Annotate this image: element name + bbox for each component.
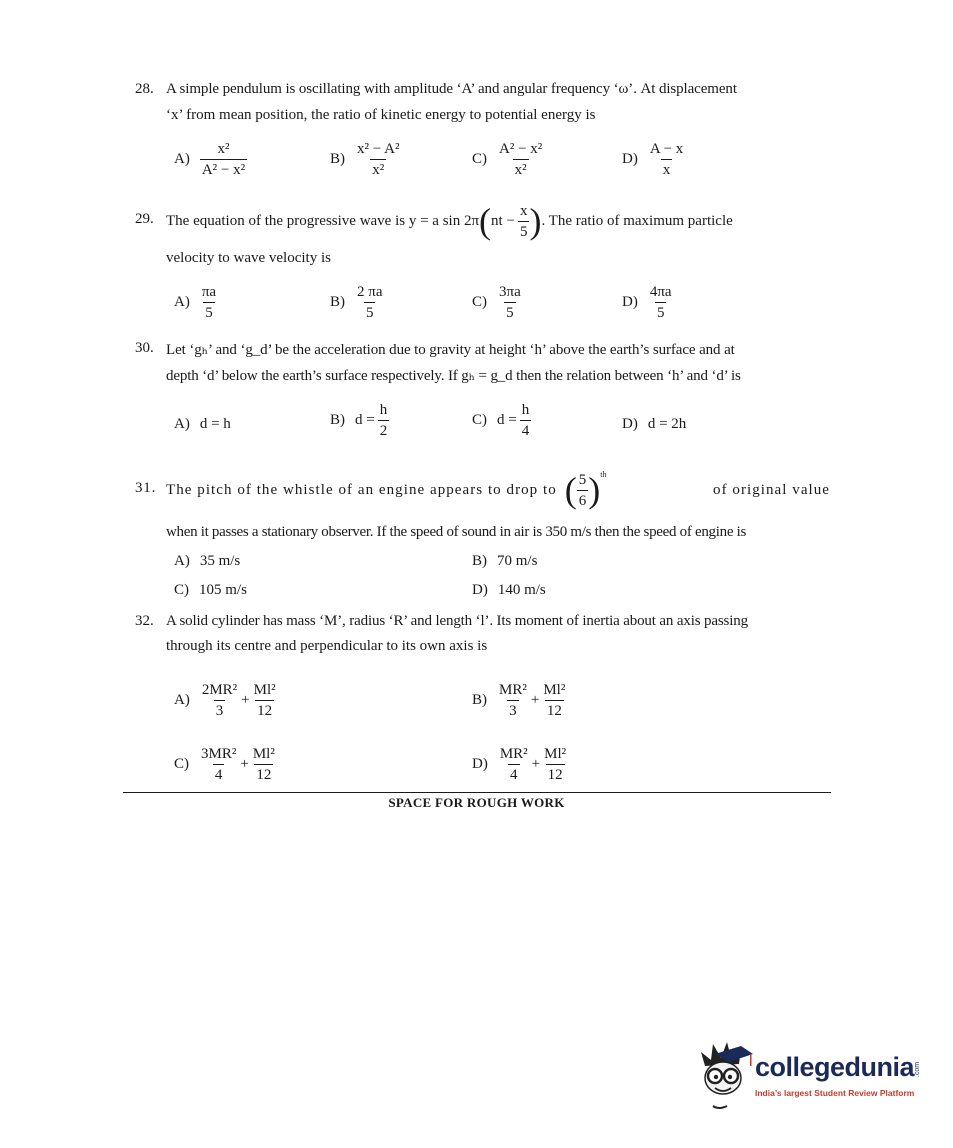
question-text-line2: velocity to wave velocity is [166,250,331,266]
fraction: $\frac{A - x}{x}$ [649,141,684,178]
option-d[interactable]: D) $\frac{A - x}{x}$ [622,141,684,178]
option-b[interactable]: B) $\frac{2 \pi a}{5}$ [330,284,383,321]
brand-name: collegedunia [755,1052,915,1082]
question-number: 31. [135,480,157,496]
superscript-th: th [600,470,607,479]
question-text-line1: A simple pendulum is oscillating with amplitude ‘A’ and angular frequency ‘ω’. At displacement [166,81,737,97]
mascot-icon [695,1040,755,1112]
divider [123,792,831,793]
fraction: $\frac{4\pi a}{5}$ [649,284,672,321]
fraction: $\frac{\text{Ml²}}{12}$ [253,682,276,719]
fraction: $\frac{\text{x² − A²}}{\text{x²}}$ [357,141,400,178]
fraction: $\frac{\pi a}{5}$ [201,284,217,321]
question-text-line2: through its centre and perpendicular to its own axis is [166,638,488,654]
fraction: $\frac{h}{2}$ [379,402,388,439]
fraction: $\frac{h}{4}$ [521,402,530,439]
option-b[interactable]: B) d = $\frac{h}{2}$ [330,402,388,439]
fraction: $\frac{2 \pi a}{5}$ [357,284,383,321]
question-text-line1: The equation of the progressive wave is y = a sin 2π ( nt − $\frac{x}{5}$ ) . The ratio of maximum particle [166,201,733,241]
plus-sign: + [241,692,250,708]
option-c[interactable]: C) 105 m/s [174,582,247,598]
paren-open: ( [479,201,492,241]
question-text-line1: The pitch of the whistle of an engine appears to drop to ( $\frac{5}{6}$ ) th of original value [166,470,830,510]
fraction: $\frac{\text{Ml²}}{12}$ [543,682,566,719]
question-number: 32. [135,613,154,629]
fraction: $\frac{\text{A² − x²}}{\text{x²}}$ [499,141,543,178]
brand-tagline: India’s largest Student Review Platform [755,1088,915,1098]
plus-sign: + [530,692,540,708]
question-text-line2: when it passes a stationary observer. If the speed of sound in air is 350 m/s then the speed of engine is [166,524,747,540]
rough-work-label: SPACE FOR ROUGH WORK [388,795,565,810]
option-a[interactable]: A) d = h [174,416,231,432]
question-number: 30. [135,340,154,356]
option-a[interactable]: A) $\frac{\text{x²}}{\text{A² − x²}}$ [174,141,246,178]
plus-sign: + [240,756,249,772]
fraction: $\frac{\text{3MR²}}{4}$ [201,746,237,783]
option-c[interactable]: C) $\frac{\text{3MR²}}{4}$ + $\frac{\text{Ml²}}{12}$ [174,746,275,783]
option-a[interactable]: A) $\frac{\text{2MR²}}{3}$ + $\frac{\text{Ml²}}{12}$ [174,682,276,719]
option-c[interactable]: C) d = $\frac{h}{4}$ [472,402,530,439]
option-d[interactable]: D) 140 m/s [472,582,546,598]
question-number: 29. [135,211,154,227]
option-d[interactable]: D) $\frac{\text{MR²}}{4}$ + $\frac{\text{Ml²}}{12}$ [472,746,567,783]
fraction: $\frac{\text{MR²}}{4}$ [499,746,528,783]
brand-suffix: .com [914,1061,922,1078]
plus-sign: + [531,756,541,772]
option-d[interactable]: D) $\frac{4\pi a}{5}$ [622,284,672,321]
fraction: $\frac{\text{2MR²}}{3}$ [201,682,238,719]
fraction: $\frac{\text{MR²}}{3}$ [499,682,527,719]
option-b[interactable]: B) $\frac{\text{MR²}}{3}$ + $\frac{\text{Ml²}}{12}$ [472,682,566,719]
fraction: $\frac{5}{6}$ [578,471,587,509]
option-a[interactable]: A) $\frac{\pi a}{5}$ [174,284,217,321]
fraction: $\frac{x}{5}$ [519,202,528,240]
fraction: $\frac{\text{Ml²}}{12}$ [544,746,567,783]
paren-open: ( [564,470,577,510]
option-b[interactable]: B) $\frac{\text{x² − A²}}{\text{x²}}$ [330,141,400,178]
option-b[interactable]: B) 70 m/s [472,553,538,569]
paren-close: ) [588,470,601,510]
fraction: $\frac{3\pi a}{5}$ [499,284,521,321]
paren-close: ) [529,201,542,241]
option-d[interactable]: D) d = 2h [622,416,687,432]
fraction: $\frac{\text{x²}}{\text{A² − x²}}$ [201,141,246,178]
question-text-line2: ‘x’ from mean position, the ratio of kinetic energy to potential energy is [166,107,596,123]
option-c[interactable]: C) $\frac{\text{A² − x²}}{\text{x²}}$ [472,141,543,178]
question-text-line2: depth ‘d’ below the earth’s surface respectively. If gₕ = g_d then the relation between ‘h’ and ‘d’ is [166,368,741,384]
question-number: 28. [135,81,154,97]
option-c[interactable]: C) $\frac{3\pi a}{5}$ [472,284,521,321]
question-text-line1: Let ‘gₕ’ and ‘g_d’ be the acceleration due to gravity at height ‘h’ above the earth’s surface and at [166,342,735,358]
option-a[interactable]: A) 35 m/s [174,553,241,569]
question-text-line1: A solid cylinder has mass ‘M’, radius ‘R’ and length ‘l’. Its moment of inertia about an axis passing [166,613,748,629]
fraction: $\frac{\text{Ml²}}{12}$ [252,746,275,783]
